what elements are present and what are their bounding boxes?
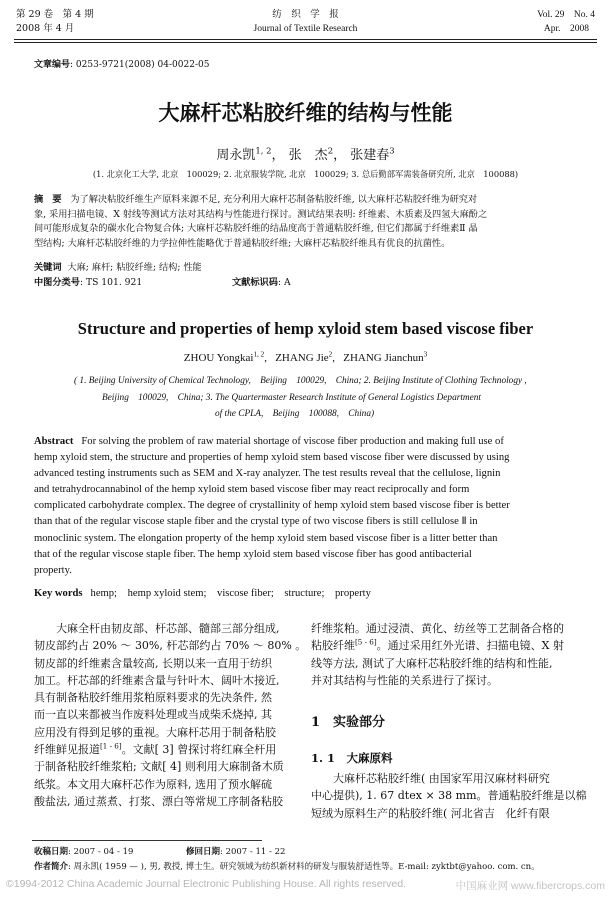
affiliation-en-line-1: ( 1. Beijing University of Chemical Technology, Beijing 100029, China; 2. Beijing Institute of Clothing Technology ,	[74, 376, 527, 386]
author-en-3: ZHANG Jianchun$^3$	[343, 350, 428, 364]
author-cn-3: 张建春$^3$	[350, 145, 395, 163]
header-journal-cn: 纺 织 学 报	[272, 9, 339, 20]
header-date-en: Apr. 2008	[543, 24, 589, 34]
copyright-watermark: ©1994-2012 China Academic Journal Electronic Publishing House. All rights reserved.	[6, 878, 406, 890]
section-heading-1-1: 1. 1 大麻原料	[311, 751, 393, 765]
author-en-2: ZHANG Jie$^2$	[275, 350, 333, 364]
page-title-cn: 大麻杆芯粘胶纤维的结构与性能	[158, 100, 453, 125]
footnote-rule	[32, 840, 262, 841]
citation-1-6: [1 - 6]	[100, 741, 122, 751]
section-heading-1: 1 实验部分	[311, 715, 386, 730]
author-en-1: ZHOU Yongkai$^{1, 2}$	[183, 350, 265, 364]
keywords-en: Key words hemp; hemp xyloid stem; viscose fiber; structure; property	[34, 588, 371, 599]
authors-cn: 周永凯$^{1, 2}$， 张 杰$^2$， 张建春$^3$	[216, 145, 395, 163]
affiliation-en-line-2: Beijing 100029, China; 3. The Quartermaster Research Institute of General Logistics Department	[102, 393, 481, 403]
page-title-en: Structure and properties of hemp xyloid stem based viscose fiber	[77, 319, 534, 338]
site-watermark: 中国麻业网 www.fibercrops.com	[455, 880, 605, 892]
body-right-column-bottom: 大麻杆芯粘胶纤维( 由国家军用汉麻材料研究 中心提供), 1. 67 dtex × 38 mm。普通粘胶纤维是以棉 短绒为原料生产的粘胶纤维( 河北省吉 化纤有限	[311, 772, 587, 820]
affiliation-en-line-3: of the CPLA, Beijing 100088, China)	[215, 409, 375, 419]
author-cn-2: 张 杰$^2$	[288, 145, 334, 163]
header-rule-bottom	[14, 42, 597, 43]
header-volume-en: Vol. 29 No. 4	[537, 10, 595, 20]
header-date-cn: 2008 年 4 月	[16, 23, 75, 34]
author-cn-1: 周永凯$^{1, 2}$	[216, 145, 272, 163]
abstract-en: Abstract For solving the problem of raw material shortage of viscose fiber production and making full use of hemp xyloid stem, the structure and properties of hemp xyloid stem based viscose fiber were discussed by using advanced testing instruments such as SEM and X-ray analyzer. The test results reveal that the cellulose, lignin and tetrahydrocannabinol of the hemp xyloid stem based viscose fiber may react reciprocally and form complicated carbohydrate complex. The degree of crystallinity of hemp xyloid stem based viscose fiber is better than that of the regular viscose staple fiber and the crystal type of two viscose fibers is still cellulose Ⅱ in monoclinic system. The elongation property of the hemp xyloid stem based viscose fiber is a litter better than that of the regular viscose staple fiber. The hemp xyloid stem based viscose fiber has good antibacterial property.	[34, 436, 510, 576]
clc-number: 中图分类号: TS 101. 921	[34, 277, 143, 288]
abstract-cn-label: 摘 要	[34, 194, 62, 205]
footnote-revised: 修回日期: 2007 - 11 - 22	[186, 847, 286, 857]
abstract-cn: 摘 要 为了解决粘胶纤维生产原料来源不足, 充分利用大麻杆芯制备粘胶纤维, 以大麻杆芯粘胶纤维为研究对 象, 采用扫描电镜、X 射线等测试方法对其结构与性能进行探讨。测试结果表明: 纤维素、木质素及四氢大麻酚之 间可能形成复杂的碳水化合物复合体; 大麻杆芯粘胶纤维的结晶度高于普通粘胶纤维, 但它们都属于纤维素Ⅱ 晶 型结构; 大麻杆芯粘胶纤维的力学拉伸性能略优于普通粘胶纤维; 大麻杆芯粘胶纤维具有优良的抗菌性。	[34, 194, 488, 249]
affiliation-cn: (1. 北京化工大学, 北京 100029; 2. 北京服装学院, 北京 100029; 3. 总后勤部军需装备研究所, 北京 100088)	[92, 169, 519, 179]
header-rule-top	[14, 39, 597, 40]
keywords-cn: 关键词 大麻; 麻杆; 粘胶纤维; 结构; 性能	[34, 262, 202, 273]
body-right-column-top: 纤维浆粕。通过浸渍、黄化、纺丝等工艺制备合格的 粘胶纤维[5 - 6]。通过采用红外光谱、扫描电镜、X 射 线等方法, 测试了大麻杆芯粘胶纤维的结构和性能, 并对其结构与性能的关系进行了探讨。	[311, 622, 564, 687]
footnote-received: 收稿日期: 2007 - 04 - 19	[34, 847, 134, 857]
article-id: 文章编号: 0253-9721(2008) 04-0022-05	[34, 60, 210, 70]
document-code: 文献标识码: A	[232, 277, 291, 288]
citation-5-6: [5 - 6]	[355, 637, 377, 647]
authors-en: ZHOU Yongkai$^{1, 2}$, ZHANG Jie$^2$, ZHANG Jianchun$^3$	[183, 350, 428, 364]
header-journal-en: Journal of Textile Research	[253, 24, 358, 34]
header-volume-cn: 第 29 卷 第 4 期	[16, 9, 94, 20]
abstract-en-label: Abstract	[34, 436, 74, 447]
body-left-column: 大麻全杆由韧皮部、杆芯部、髓部三部分组成, 韧皮部约占 20% ～ 30%, 杆芯部约占 70% ～ 80% 。 韧皮部的纤维素含量较高, 长期以来一直用于纺织 加工。杆芯部的纤维素含量与针叶木、阔叶木接近, 具有制备粘胶纤维用浆粕原料要求的先决条件, 然 而一直以来都被当作废料处理或当成柴禾烧掉, 其 应用没有得到足够的重视。大麻杆芯用于制备粘胶 纤维鲜见报道[1 - 6]。文献[ 3] 曾探讨将红麻全杆用 于制备粘胶纤维浆粕; 文献[ 4] 则利用大麻制备木质 纸浆。本文用大麻杆芯作为原料, 选用了预水解硫 酸盐法, 通过蒸煮、打浆、漂白等常规工序制备粘胶	[34, 622, 307, 808]
footnote-author: 作者简介: 周永凯( 1959 — ), 男, 教授, 博士生。研究领域为纺织新材料的研发与服装舒适性等。E-mail: zyktbt@yahoo. com. cn。	[34, 862, 540, 872]
